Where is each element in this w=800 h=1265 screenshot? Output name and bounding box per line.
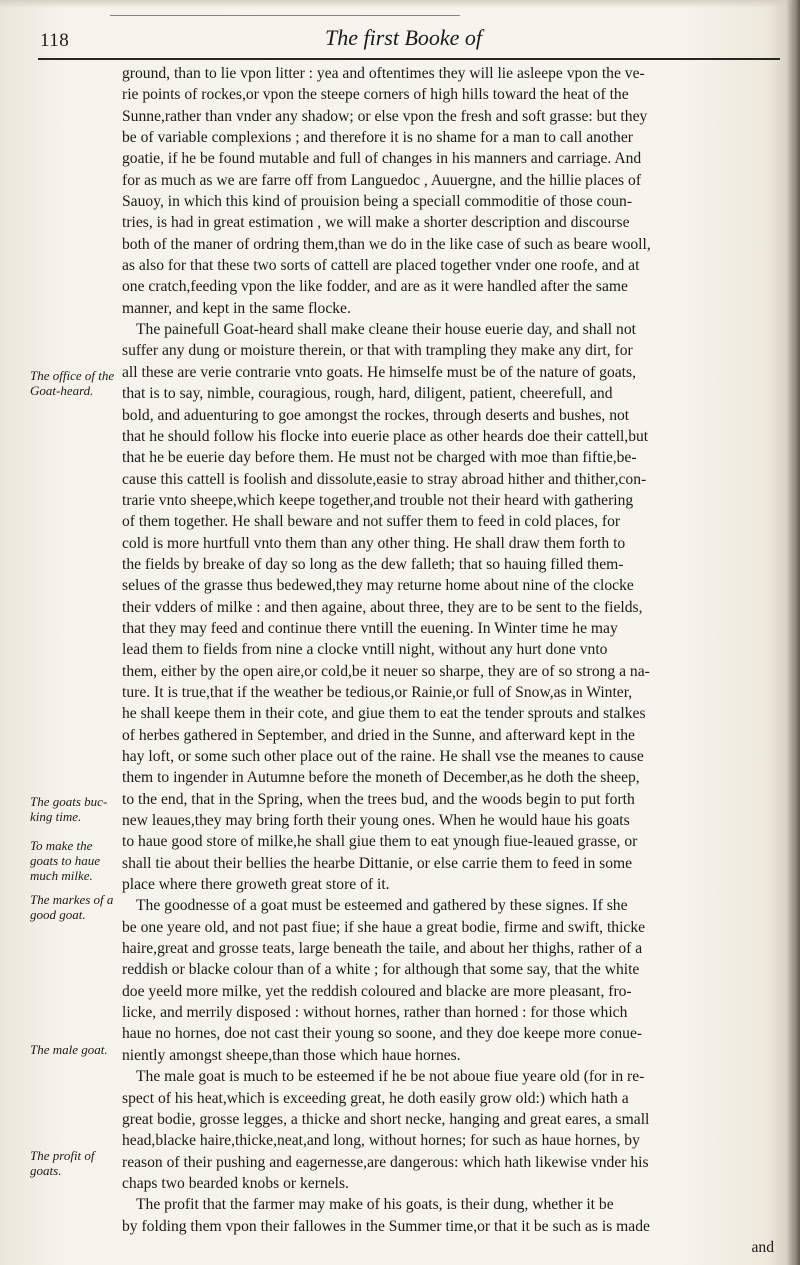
text-line: cold is more hurtfull vnto them than any other thing. He shall draw them forth to [122,534,626,552]
text-line: ture. It is true,that if the weather be tedious,or Rainie,or full of Snow,as in Winter, [122,683,633,701]
text-line: head,blacke haire,thicke,neat,and long, without hornes; for such as haue hornes, by [122,1132,640,1150]
header-rule [38,58,780,60]
text-line: them, either by the open aire,or cold,be it neuer so sharpe, they are of so strong a na- [122,662,650,680]
text-line: to the end, that in the Spring, when the trees bud, and the woods begin to put forth [122,790,635,808]
text-line: suffer any dung or moisture therein, or that with trampling they make any dirt, for [122,342,633,360]
text-line: Sunne,rather than vnder any shadow; or else vpon the fresh and soft grasse: but they [122,107,648,125]
text-line: licke, and merrily disposed : without hornes, rather than horned : for those which [122,1004,628,1022]
text-line: place where there groweth great store of it. [122,876,390,894]
text-line: great bodie, grosse legges, a thicke and short necke, hanging and great eares, a small [122,1110,650,1128]
text-line: selues of the grasse thus bedewed,they may returne home about nine of the clocke [122,577,634,595]
text-line: as also for that these two sorts of cattell are placed together vnder one roofe, and at [122,257,640,275]
text-line: he shall keepe them in their cote, and giue them to eat the tender sprouts and stalkes [122,705,646,723]
text-line: haire,great and grosse teats, large beneath the taile, and about her thighs, rather of a [122,940,643,958]
text-line: to haue good store of milke,he shall giue them to eat ynough fiue-leaued grasse, or [122,833,638,851]
text-line: doe yeeld more milke, yet the reddish coloured and blacke are more pleasant, fro- [122,982,632,1000]
text-line: reason of their pushing and eagernesse,are dangerous: which hath likewise vnder his [122,1153,649,1171]
text-line: rie points of rockes,or vpon the steepe corners of high hills toward the heat of the [122,86,629,104]
faint-top-rule [110,15,460,16]
marginal-note-profit: The profit of goats. [30,1148,95,1178]
text-line: ground, than to lie vpon litter : yea and oftentimes they will lie asleepe vpon the ve- [122,65,645,82]
page-top-shadow [0,0,800,8]
text-line: their vdders of milke : and then againe, about three, they are to be sent to the fields, [122,598,643,616]
marginal-note-good-goat: The markes of a good goat. [30,892,114,922]
text-line: both of the maner of ordring them,than we do in the like case of such as beare wooll, [122,235,651,253]
text-line: goatie, if he be found mutable and full of changes in his manners and carriage. And [122,150,642,168]
text-line: The goodnesse of a goat must be esteemed and gathered by these signes. If she [136,897,628,915]
text-line: manner, and kept in the same flocke. [122,299,351,317]
text-line: chaps two bearded knobs or kernels. [122,1174,349,1192]
text-line: for as much as we are farre off from Languedoc , Auuergne, and the hillie places of [122,171,642,189]
text-line: be one yeare old, and not past fiue; if she haue a great bodie, firme and swift, thicke [122,918,646,936]
text-line: bold, and aduenturing to goe amongst the rockes, through deserts and bushes, not [122,406,630,424]
text-line: that he be euerie day before them. He must not be charged with moe than fiftie,be- [122,449,637,467]
text-line: of them together. He shall beware and not suffer them to feed in cold places, for [122,513,621,531]
body-text [122,63,782,1258]
page-number: 118 [40,30,70,51]
text-line: that is to say, nimble, couragious, rough, hard, diligent, patient, cheerefull, and [122,385,613,403]
text-line: cause this cattell is foolish and dissolute,easie to stray abroad hither and thither,con- [122,470,647,488]
text-line: spect of his heat,which is exceeding great, he doth easily grow old:) which hath a [122,1089,629,1107]
marginal-note-much-milke: To make the goats to haue much milke. [30,838,101,883]
running-head: The first Booke of [325,25,483,50]
text-line: shall tie about their bellies the hearbe Dittanie, or else carrie them to feed in some [122,854,633,872]
marginal-note-office-of-goatheard: The office of the Goat-heard. [30,368,115,398]
text-line: one cratch,feeding vpon the like fodder, and are as it were handled after the same [122,278,628,296]
page-binding-edge [786,0,800,1265]
text-line: niently amongst sheepe,than those which haue hornes. [122,1046,461,1064]
text-line: trarie vnto sheepe,which keepe together,and trouble not their heard with gathering [122,491,634,509]
text-line: The painefull Goat-heard shall make cleane their house euerie day, and shall not [136,321,636,339]
text-line: by folding them vpon their fallowes in the Summer time,or that it be such as is made [122,1217,650,1235]
text-line: reddish or blacke colour than of a white ; for although that some say, that the white [122,961,640,979]
text-line: The male goat is much to be esteemed if he be not aboue fiue yeare old (for in re- [136,1068,645,1086]
text-line: all these are verie contrarie vnto goats. He himselfe must be of the nature of goats, [122,363,636,381]
text-line: hay loft, or some such other place out of the raine. He shall vse the meanes to cause [122,748,644,765]
text-line: tries, is had in great estimation , we will make a shorter description and discourse [122,214,630,232]
catchword: and [751,1238,774,1256]
text-line: The profit that the farmer may make of his goats, is their dung, whether it be [136,1196,614,1214]
text-line: the fields by breake of day so long as the dew falleth; that so hauing filled them- [122,555,624,573]
text-line: be of variable complexions ; and therefore it is no shame for a man to call another [122,129,633,147]
text-line: new leaues,they may bring forth their young ones. When he would haue his goats [122,812,630,830]
text-line: haue no hornes, doe not cast their young so soone, and they doe keepe more conue- [122,1025,643,1043]
text-line: of herbes gathered in September, and dried in the Sunne, and afterward kept in the [122,726,635,744]
marginal-note-bucking-time: The goats buc- king time. [30,794,108,824]
text-line: lead them to fields from nine a clocke vntill night, without any hurt done vnto [122,641,608,659]
text-line: them to ingender in Autumne before the moneth of December,as he doth the sheep, [122,769,640,787]
marginal-note-male-goat: The male goat. [30,1042,108,1057]
text-line: that he should follow his flocke into euerie place as other heards doe their cattell,but [122,427,649,445]
text-line: Sauoy, in which this kind of prouision being a speciall commoditie of those coun- [122,193,633,211]
text-line: that they may feed and continue there vntill the euening. In Winter time he may [122,619,618,637]
